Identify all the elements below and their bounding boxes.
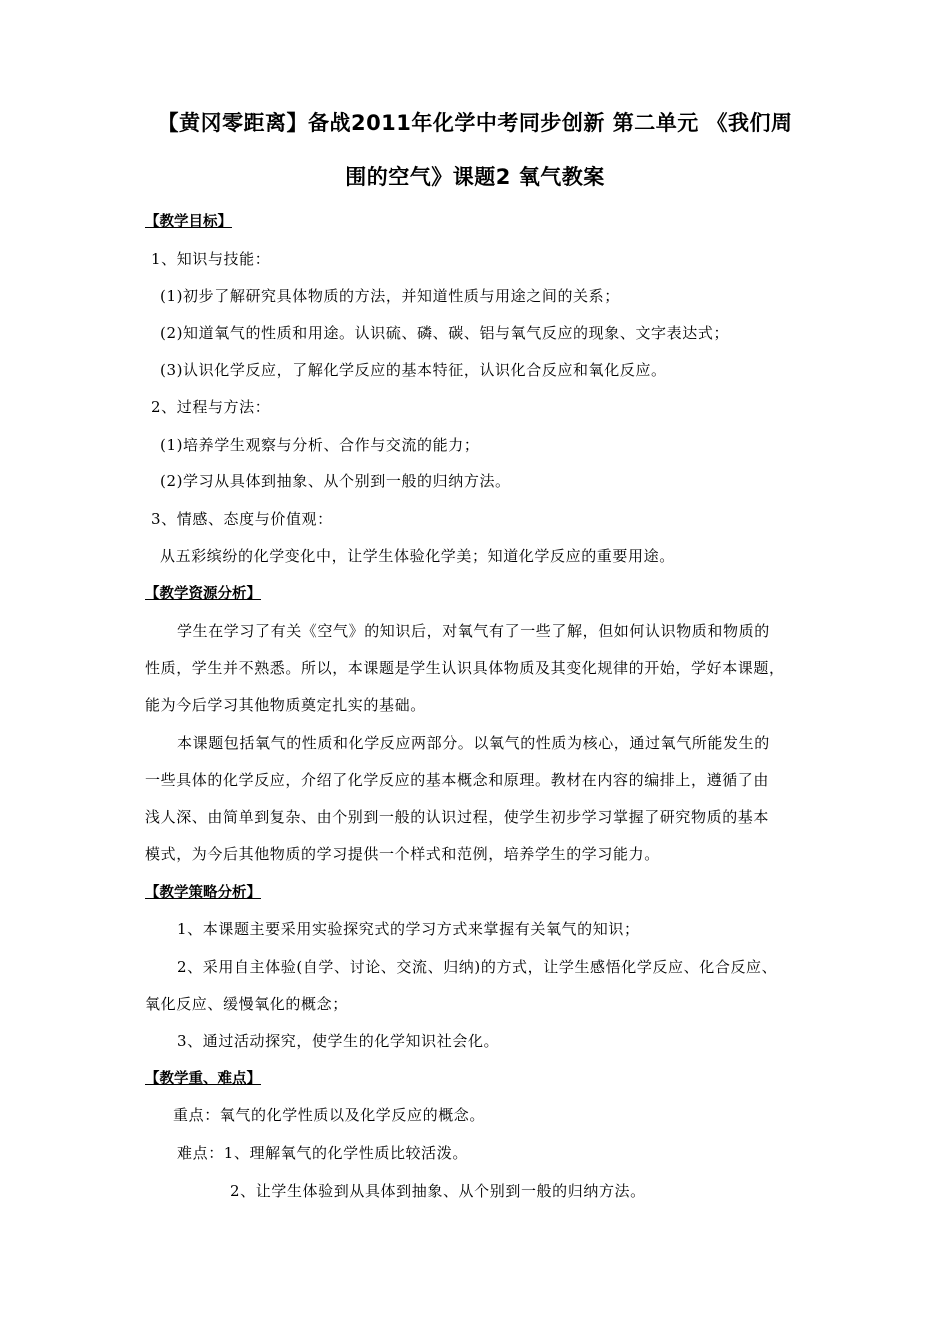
strategy-line: 2、采用自主体验(自学、讨论、交流、归纳)的方式，让学生感悟化学反应、化合反应、 (177, 958, 778, 976)
section-heading-objectives: 【教学目标】 (145, 214, 232, 230)
strategy-line: 1、本课题主要采用实验探究式的学习方式来掌握有关氧气的知识； (177, 920, 640, 938)
strategy-line: 氧化反应、缓慢氧化的概念； (145, 995, 348, 1013)
keypoints-line: 2、让学生体验到从具体到抽象、从个别到一般的归纳方法。 (230, 1182, 646, 1200)
section-heading-keypoints: 【教学重、难点】 (145, 1071, 261, 1087)
objectives-line: 1、知识与技能： (151, 250, 271, 268)
objectives-line: (3)认识化学反应，了解化学反应的基本特征，认识化合反应和氧化反应。 (160, 361, 667, 379)
objectives-line: (2)知道氧气的性质和用途。认识硫、磷、碳、铝与氧气反应的现象、文字表达式； (160, 324, 730, 342)
objectives-line: (1)培养学生观察与分析、合作与交流的能力； (160, 436, 480, 454)
keypoints-line: 重点：氧气的化学性质以及化学反应的概念。 (173, 1106, 486, 1124)
strategy-line: 3、通过活动探究，使学生的化学知识社会化。 (177, 1032, 500, 1050)
resources-line: 一些具体的化学反应，介绍了化学反应的基本概念和原理。教材在内容的编排上，遵循了由 (145, 771, 770, 789)
document-title-line-1: 【黄冈零距离】备战2011年化学中考同步创新 第二单元 《我们周 (157, 111, 793, 135)
objectives-line: 从五彩缤纷的化学变化中，让学生体验化学美；知道化学反应的重要用途。 (160, 547, 675, 565)
document-title-line-2: 围的空气》课题2 氧气教案 (345, 165, 605, 189)
objectives-line: (2)学习从具体到抽象、从个别到一般的归纳方法。 (160, 472, 511, 490)
resources-line: 浅人深、由简单到复杂、由个别到一般的认识过程，使学生初步学习掌握了研究物质的基本 (145, 808, 770, 826)
resources-line: 学生在学习了有关《空气》的知识后，对氧气有了一些了解，但如何认识物质和物质的 (177, 622, 770, 640)
resources-line: 模式，为今后其他物质的学习提供一个样式和范例，培养学生的学习能力。 (145, 845, 660, 863)
objectives-line: 2、过程与方法： (151, 398, 271, 416)
resources-line: 本课题包括氧气的性质和化学反应两部分。以氧气的性质为核心，通过氧气所能发生的 (177, 734, 770, 752)
objectives-line: (1)初步了解研究具体物质的方法，并知道性质与用途之间的关系； (160, 287, 620, 305)
keypoints-line: 难点：1、理解氧气的化学性质比较活泼。 (177, 1144, 468, 1162)
objectives-line: 3、情感、态度与价值观： (151, 510, 333, 528)
section-heading-strategy: 【教学策略分析】 (145, 885, 261, 901)
resources-line: 能为今后学习其他物质奠定扎实的基础。 (145, 696, 426, 714)
resources-line: 性质，学生并不熟悉。所以，本课题是学生认识具体物质及其变化规律的开始，学好本课题， (145, 659, 785, 677)
section-heading-resources: 【教学资源分析】 (145, 586, 261, 602)
